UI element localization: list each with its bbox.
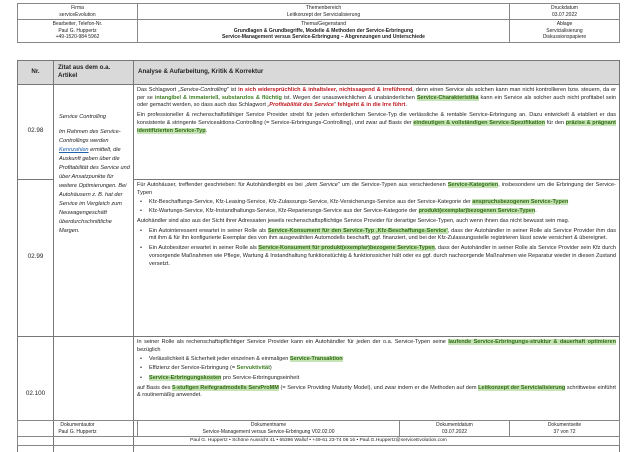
dokumentdatum-label: Dokumentdatum [436,422,473,428]
bullet-item [137,208,616,216]
text-run: ermittelt, die Auskunft geben über die Profitabilität des Service und über Ansatzpunkte für weitere Optimierungen. Bei Autohäusern z. B. hat der Service im Vergleich zum Neuwagengeschäft überdurchschnittliche Margen. [59,146,130,235]
thema-line1: Grundlagen & Grundbegriffe, Modelle & Methoden der Service-Erbringung [233,27,414,34]
themenbereich-value: Leitkonzept der Servicialisierung [286,11,361,18]
quote-title [59,113,130,122]
row-number: 02.100 [18,336,54,452]
row-number: 02.98 [18,84,54,179]
dokumentdatum-value: 03.07.2022 [441,428,468,435]
row-number: 02.99 [18,179,54,336]
thema-line2: Service-Management versus Service-Erbringung – Abgrenzungen und Unterschiede [221,34,426,41]
bullet-item [137,356,616,364]
text-run: Service-Konsument für produkt(exemplar)bezogene Service-Typen [258,244,435,251]
text-run: (= Service Providing Maturity Model), und zwar indem er die Methoden auf dem [278,384,479,391]
quote-paragraph [59,128,130,237]
ablage-cell [510,20,620,43]
text-run: auf Basis des [137,384,173,391]
paragraph [137,218,616,226]
column-header-zitat: Zitat aus dem o.a. Artikel [54,61,134,85]
analysis-content [137,182,616,269]
text-run: fehlgeht & in die Irre führt [337,102,406,109]
bullet-list [137,228,616,269]
text-run: Leitkonzept der Servicialisierung [478,384,566,391]
analysis-content [137,87,616,136]
bullet-item [137,375,616,383]
analysis-cell [134,179,620,336]
quote-cell [54,84,134,336]
firma-cell [18,4,138,20]
themenbereich-cell [138,4,510,20]
text-run: Ein Autointeressent erwartet in seiner Rolle als [149,227,268,234]
ablage-line1: Servicialisierung [546,27,583,34]
text-run: , dass der Autohändler in seiner Rolle als Service Provider ihm das mit ihm & für ihn konfigurierte Exemplar des von ihm ausgewählten Automodells beschafft, ggf. finanziert, und bei der Kfz-Zulassungsstelle registrieren lässt sowie versichert & übereignet. [149,227,616,242]
analysis-cell [134,84,620,179]
paragraph [137,182,616,198]
dokumentname-label: Dokumentname [250,422,287,428]
text-run: ist. Wegen der unausweichlichen & unabänderlichen [281,94,417,101]
text-run: Service Controlling [59,113,106,120]
text-run: Kfz-Beschaffungs-Service, Kfz-Leasing-Service, Kfz-Zulassungs-Service, Kfz-Versicherungs-Service aus der Service-Kategorie der [149,198,473,205]
text-run: Profitabilität des Service [269,102,335,109]
firma-value: serviceEvolution [59,11,96,18]
text-run: , dass der Autohändler in seiner Rolle als Service Provider sein Kfz durch vorsorgende Maßnahmen wie Pflege, Wartung & Instandhaltung funktionstüchtig & funktionssicher hält oder es ggf. durch nachsorgende Maßnahmen wie Reparatur wieder in diesen Zustand versetzt. [149,244,617,267]
analysis-table [17,60,620,452]
text-run: Service-Charakteristika [416,94,479,101]
thema-cell [138,20,510,43]
bullet-item [137,365,616,373]
druckdatum-value: 03.07.2022 [551,11,578,18]
bullet-list [137,356,616,383]
text-run: In seiner Rolle als rechenschaftspflichtiger Service Provider kann ein Autohändler für jeden der o.a. Service-Typen seine [137,338,449,345]
text-run: , denn einen Service als solchen kann man nicht kontrollieren bzw. steuern, da er per se [137,86,617,101]
text-run: bezüglich [137,346,161,353]
text-run: schrittweise einführt & routinemäßig anwendet. [137,384,616,399]
bullet-icon: • [140,365,142,372]
text-run: Service-Konsument für den Service-Typ ‚Kfz-Beschaffungs-Service' [267,227,448,234]
text-run: " ist [226,86,239,93]
bullet-icon: • [140,244,142,251]
dokumentseite-value: 37 von 72 [553,428,576,435]
dokumentname-cell [138,421,400,437]
themenbereich-label: Themenbereich [305,5,342,11]
text-run: in sich widersprüchlich & inhaltsleer, nichtssagend & irreführend [238,86,413,93]
thema-label: Thema/Gegenstand [300,21,347,28]
bearbeiter-name: Paul G. Huppertz [58,27,97,34]
text-run: " [334,102,338,109]
text-run: produkt(exemplar)bezogenen Service-Typen [418,208,536,215]
paragraph [137,339,616,355]
text-run: 5-stufigen Reifegradmodells ServProMM [172,384,279,391]
text-run: laufende Service-Erbringungs-struktur & dauerhaft optimieren [448,338,616,345]
text-run: . [405,102,407,109]
column-header-analyse: Analyse & Aufarbeitung, Kritik & Korrektur [134,61,620,85]
table-row [18,84,620,179]
bullet-icon: • [140,208,142,215]
text-run: Für Autohäuser, treffender geschrieben: für Autohändlergibt es bei „ [137,181,307,188]
text-run: Servuktivität [236,365,270,372]
text-run: präzise & prägnant identifizierten Service-Typ [137,119,616,134]
dokumentname-value: Service-Management versus Service-Erbringung V02.02.00 [202,428,335,435]
text-run: " um die Service-Typen aus verschiedenen [337,181,448,188]
text-run: Effizienz der Service-Erbringung (= [149,365,237,372]
text-run: Service-Kategorien [447,181,499,188]
bearbeiter-label: Bearbeiter, Telefon-Nr. [52,21,103,28]
bullet-icon: • [140,198,142,205]
text-run: Autohändler sind also aus der Sicht ihrer Adressaten jeweils rechenschaftspflichtige Service Provider für derartige Service-Typen, auch wenn ihnen das nicht bewusst sein mag. [137,218,570,225]
druckdatum-cell [510,4,620,20]
text-run: Ein professioneller & rechenschaftsfähiger Service Provider strebt für jeden erforderlichen Service-Typ die verlässliche & rentable Service-Erbringung an. Dazu entwickelt & etabliert er das konsistente & stringente Serviceaktions-Controlling (= Service-Erbringungs-Controlling), und zwar auf Basis der [137,111,616,126]
analysis-content [137,339,616,401]
dokumentseite-cell [510,421,620,437]
text-run: pro Service-Erbringungseinheit [221,374,300,381]
text-run: , insbesondere um die Erbringung der Service-Typen [137,181,616,196]
footer-table [17,420,620,446]
header-table [17,3,620,43]
text-run[interactable]: Kennzahlen [59,146,89,153]
druckdatum-label: Druckdatum [551,5,578,12]
footer-address: Paul G. Huppertz • Schöne Aussicht 41 • 65396 Walluf • +49-61 23-74 06 16 • Paul.G.Huppertz@serviceEvolution.com [18,437,620,446]
text-run: . [535,208,537,215]
dokumentdatum-cell [400,421,510,437]
autor-cell [18,421,138,437]
text-run: Service-Controlling [179,86,227,93]
bullet-list [137,199,616,216]
bullet-item [137,228,616,244]
dokumentseite-label: Dokumentseite [547,422,582,428]
autor-value: Paul G. Huppertz [58,428,97,435]
text-run: Service-Erbringungskosten [149,374,222,381]
paragraph [137,112,616,136]
text-run: eindeutigen & vollständigen Service-Spezifikation [413,119,546,126]
bullet-item [137,199,616,207]
text-run: Kfz-Wartungs-Service, Kfz-Instandhaltungs-Service, Kfz-Reparierungs-Service aus der Service-Kategorie der [149,208,419,215]
bearbeiter-phone: +49-1520-984 5962 [55,34,100,41]
ablage-label: Ablage [556,21,573,28]
column-header-nr: Nr. [18,61,54,85]
bearbeiter-cell [18,20,138,43]
text-run: kann ein Service als solcher auch nicht profitabel sein oder gemacht werden, so dass auch das Schlagwort „ [137,94,616,109]
bullet-icon: • [140,227,142,234]
bullet-icon: • [140,355,142,362]
text-run: intangibel & immateriell, substanzlos & flüchtig [154,94,282,101]
text-run: . [205,127,208,134]
text-run: Service-Transaktion [289,355,343,362]
text-run: ) [269,365,272,372]
ablage-line2: Diskussionspapiere [542,34,587,41]
paragraph [137,87,616,111]
text-run: für den [545,119,566,126]
table-header-row [18,61,620,85]
firma-label: Firma [71,5,84,12]
text-run: anspruchsbezogenen Service-Typen [472,198,569,205]
autor-label: Dokumentautor [60,422,95,428]
text-run: Im Rahmen des Service-Controllings werden [59,128,121,144]
quote-content [59,113,130,237]
text-run: Verlässlichkeit & Sicherheit jeder einzelnen & einmaligen [149,355,290,362]
bullet-item [137,245,616,269]
text-run: Ein Autobesitzer erwartet in seiner Rolle als [149,244,259,251]
text-run: Das Schlagwort „ [137,86,180,93]
paragraph [137,385,616,401]
bullet-icon: • [140,374,142,381]
text-run: dem Service [306,181,338,188]
